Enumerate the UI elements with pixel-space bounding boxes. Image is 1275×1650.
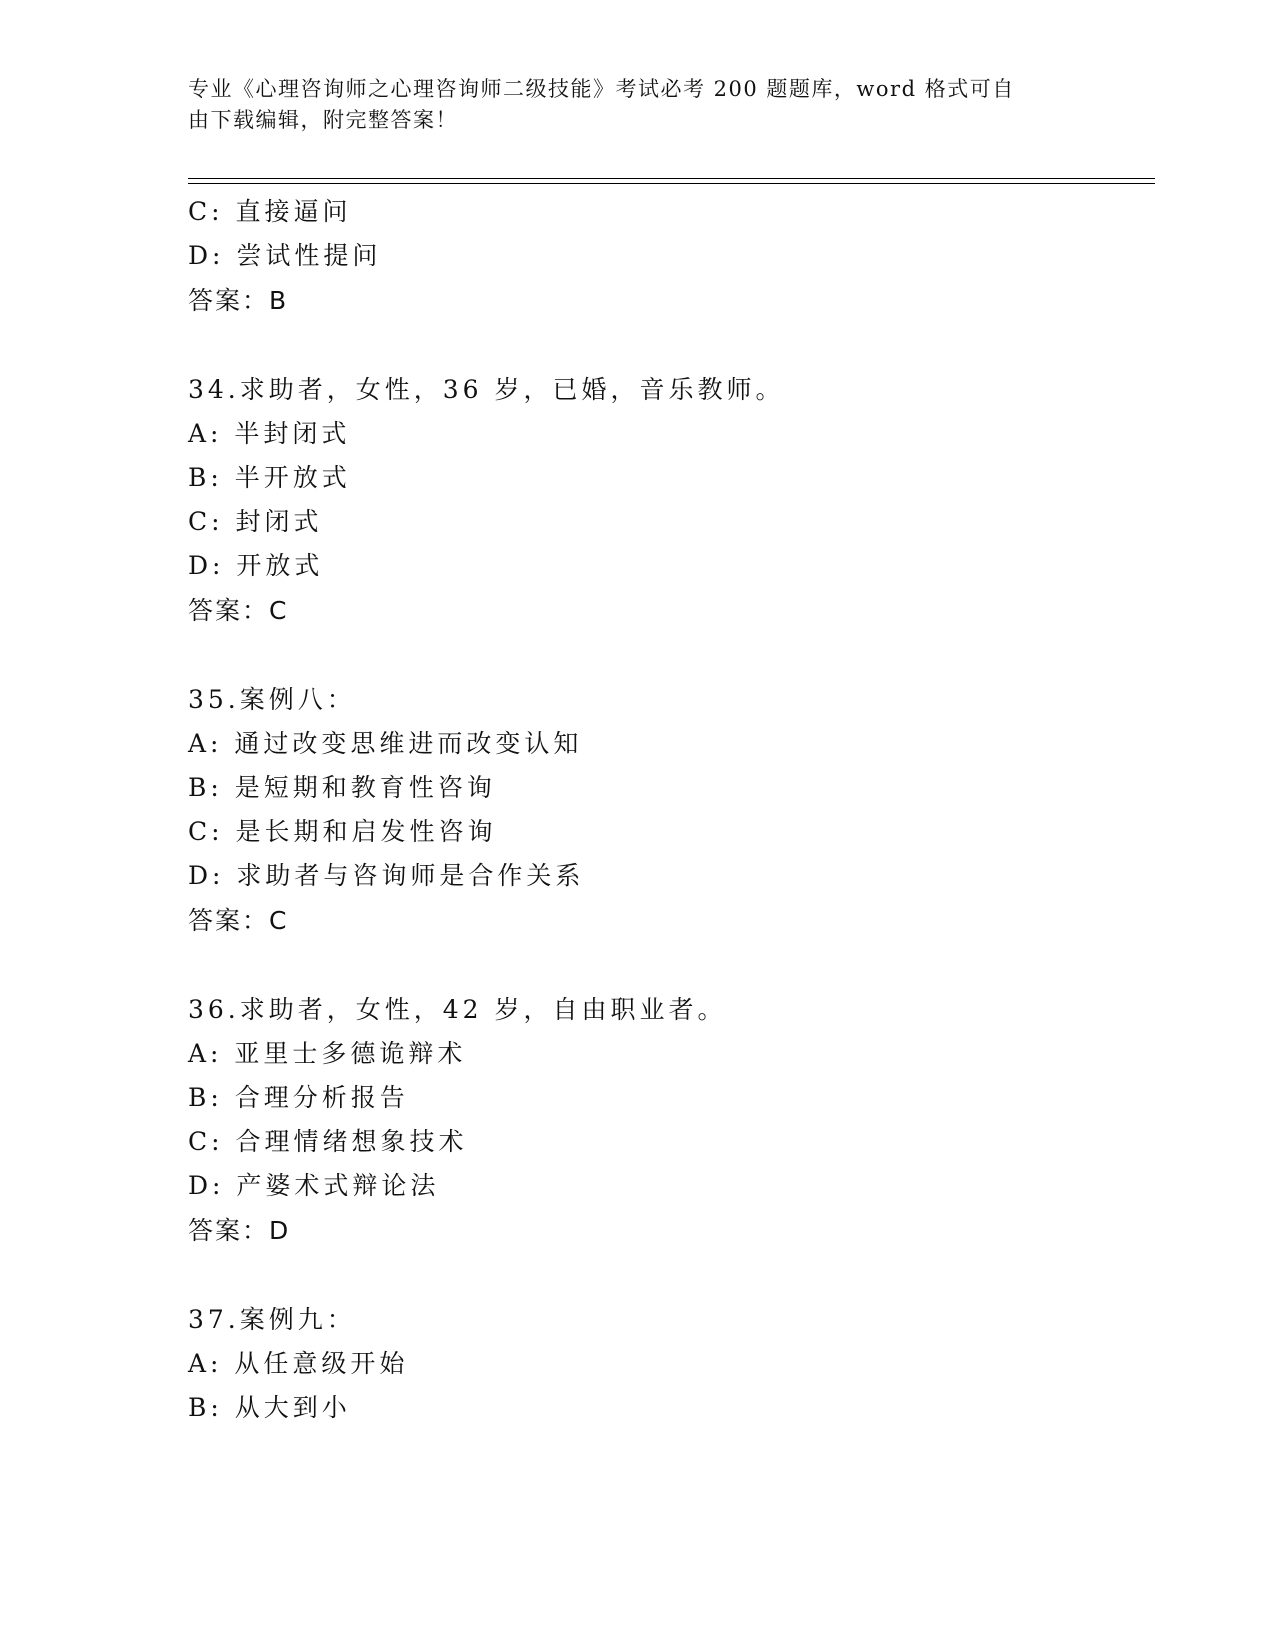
q33-answer: 答案：B xyxy=(188,286,289,315)
q36-stem: 36.求助者，女性，42 岁，自由职业者。 xyxy=(188,995,727,1024)
q35-option-c: C: 是长期和启发性咨询 xyxy=(188,817,497,846)
q34-stem: 34.求助者，女性，36 岁，已婚，音乐教师。 xyxy=(188,375,785,404)
document-header xyxy=(188,74,1068,136)
q34-option-b: B: 半开放式 xyxy=(188,463,351,492)
header-line-1: 专业《心理咨询师之心理咨询师二级技能》考试必考 200 题题库，word 格式可自 xyxy=(188,77,1015,101)
q36-option-a: A: 亚里士多德诡辩术 xyxy=(188,1039,467,1068)
q33-option-d: D: 尝试性提问 xyxy=(188,241,382,270)
q35-option-a: A: 通过改变思维进而改变认知 xyxy=(188,729,583,758)
header-divider-bottom xyxy=(188,183,1155,184)
q36-option-d: D: 产婆术式辩论法 xyxy=(188,1171,440,1200)
header-divider-top xyxy=(188,178,1155,179)
q35-stem: 35.案例八： xyxy=(188,685,356,714)
q34-option-c: C: 封闭式 xyxy=(188,507,323,536)
q36-option-b: B: 合理分析报告 xyxy=(188,1083,409,1112)
q37-stem: 37.案例九： xyxy=(188,1305,356,1334)
q35-answer: 答案：C xyxy=(188,906,289,935)
q36-option-c: C: 合理情绪想象技术 xyxy=(188,1127,468,1156)
q37-option-a: A: 从任意级开始 xyxy=(188,1349,409,1378)
q35-option-b: B: 是短期和教育性咨询 xyxy=(188,773,496,802)
q34-option-a: A: 半封闭式 xyxy=(188,419,351,448)
q34-answer: 答案：C xyxy=(188,596,289,625)
q33-option-c: C: 直接逼问 xyxy=(188,197,352,226)
q36-answer: 答案：D xyxy=(188,1216,291,1245)
q34-option-d: D: 开放式 xyxy=(188,551,324,580)
header-line-2: 由下载编辑，附完整答案！ xyxy=(188,108,458,132)
q35-option-d: D: 求助者与咨询师是合作关系 xyxy=(188,861,585,890)
q37-option-b: B: 从大到小 xyxy=(188,1393,351,1422)
